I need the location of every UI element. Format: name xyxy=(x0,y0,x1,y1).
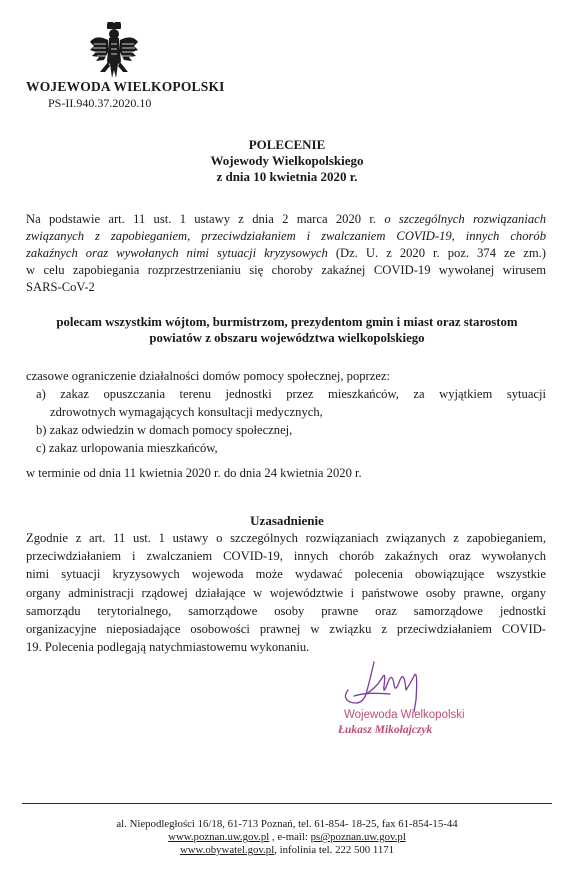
signature-stamp-name: Łukasz Mikołajczyk xyxy=(338,724,433,736)
measures-intro: czasowe ograniczenie działalności domów pomocy społecznej, poprzez: xyxy=(26,369,391,383)
intro-paragraph xyxy=(26,211,546,296)
intro-line-3-italic: zakaźnych oraz wywołanych nimi sytuacji kryzysowych xyxy=(26,246,328,260)
justification-title: Uzasadnienie xyxy=(250,513,324,528)
intro-line-3-text: (Dz. U. z 2020 r. poz. 374 ze zm.) xyxy=(327,246,546,260)
justification-line: organy administracji rządowej działające w województwie i państwowe osoby prawne, organy xyxy=(26,585,546,600)
document-title: POLECENIE xyxy=(248,137,326,152)
intro-line-1-text: Na podstawie art. 11 ust. 1 ustawy z dnia 2 marca 2020 r. xyxy=(26,212,385,226)
measure-b: b) zakaz odwiedzin w domach pomocy społecznej, xyxy=(36,423,293,437)
eagle-emblem-icon xyxy=(88,22,140,80)
intro-line-1-italic: o szczególnych rozwiązaniach xyxy=(384,212,546,226)
website2-link[interactable]: www.obywatel.gov.pl xyxy=(179,844,275,856)
term-line: w terminie od dnia 11 kwietnia 2020 r. do dnia 24 kwietnia 2020 r. xyxy=(26,466,362,480)
reference-number: PS-II.940.37.2020.10 xyxy=(48,96,152,110)
footer-contact xyxy=(0,831,574,843)
justification-line: Zgodnie z art. 11 ust. 1 ustawy o szczególnych rozwiązaniach związanych z zapobieganiem, xyxy=(26,531,546,545)
measure-a-line-2: zdrowotnych wymagających konsultacji medycznych, xyxy=(50,405,323,419)
website-link[interactable]: www.poznan.uw.gov.pl xyxy=(168,831,270,843)
command-line-1: polecam wszystkim wójtom, burmistrzom, prezydentom gmin i miast oraz starostom xyxy=(56,315,518,329)
intro-line-1 xyxy=(26,211,546,228)
intro-line-2: związanych z zapobieganiem, przeciwdziałaniem i zwalczaniem COVID-19, innych chorób xyxy=(26,229,546,243)
justification-line: przeciwdziałaniem i zwalczaniem COVID-19, innych chorób zakaźnych oraz wywołanych xyxy=(26,549,546,564)
footer-hotline xyxy=(0,844,574,856)
justification-paragraph xyxy=(26,529,546,656)
email-link[interactable]: ps@poznan.uw.gov.pl xyxy=(310,831,406,843)
intro-line-5: SARS-CoV-2 xyxy=(26,280,95,294)
justification-line: organizacyjne nieposiadające osobowości prawnej w związku z przeciwdziałaniem COVID- xyxy=(26,622,546,637)
justification-line: samorządu terytorialnego, samorządowe osoby prawne oraz samorządowe jednostki xyxy=(26,603,546,618)
signature-stamp-office: Wojewoda Wielkopolski xyxy=(344,709,465,721)
intro-line-3 xyxy=(26,245,546,262)
intro-line-4: w celu zapobiegania rozprzestrzenianiu się choroby zakaźnej COVID-19 wywołanej wirusem xyxy=(26,263,546,277)
document-subtitle: Wojewody Wielkopolskiego xyxy=(210,153,364,168)
hotline-text: , infolinia tel. 222 500 1171 xyxy=(274,844,395,856)
footer-divider xyxy=(22,803,552,804)
issuing-office: WOJEWODA WIELKOPOLSKI xyxy=(26,79,225,94)
justification-line: 19. Polecenia podlegają natychmiastowemu wykonaniu. xyxy=(26,640,310,655)
justification-line: nimi sytuacji kryzysowych wojewoda może wydawać polecenia obowiązujące wszystkie xyxy=(26,567,546,582)
measures-list xyxy=(26,367,546,457)
measure-c: c) zakaz urlopowania mieszkańców, xyxy=(36,441,218,455)
command-line-2: powiatów z obszaru województwa wielkopolskiego xyxy=(149,331,425,345)
footer-address: al. Niepodległości 16/18, 61-713 Poznań, tel. 61-854- 18-25, fax 61-854-15-44 xyxy=(116,818,458,830)
measure-a-line-1: a) zakaz opuszczania terenu jednostki przez mieszkańców, za wyjątkiem sytuacji xyxy=(36,387,546,401)
document-date: z dnia 10 kwietnia 2020 r. xyxy=(216,169,358,184)
email-label: , e-mail: xyxy=(269,831,311,843)
